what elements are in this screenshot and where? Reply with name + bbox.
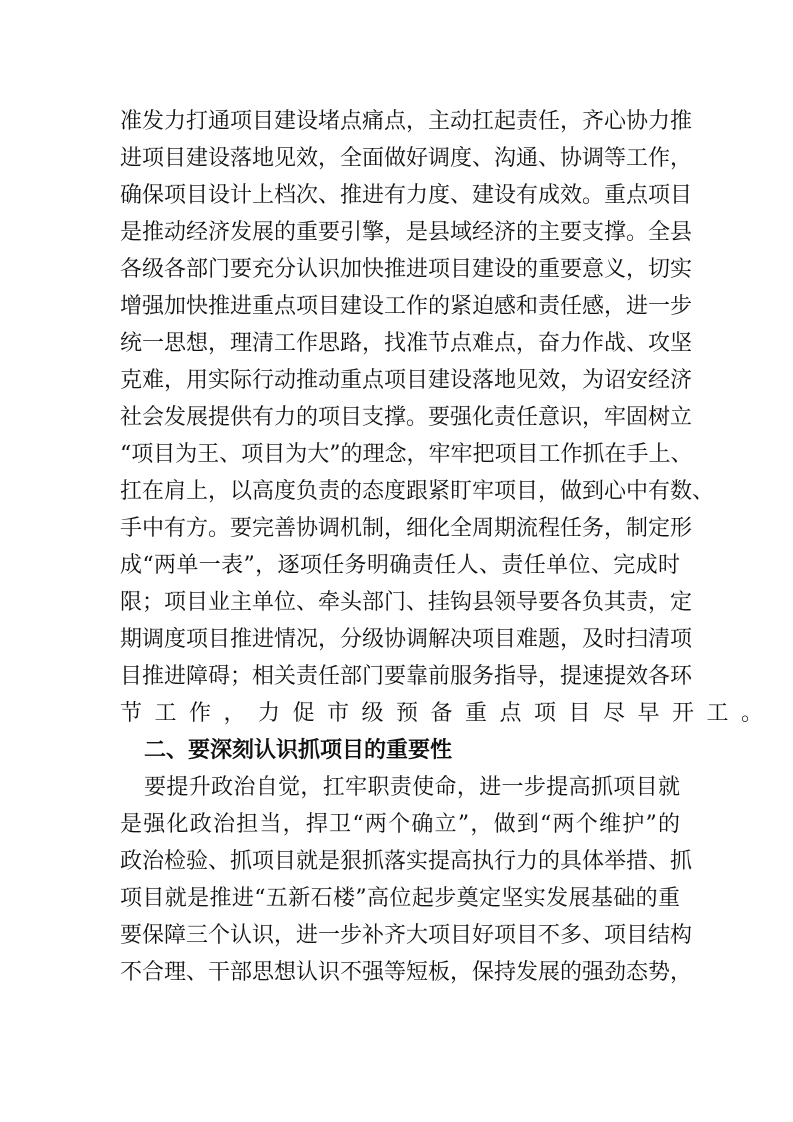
- text-line: 统一思想，理清工作思路，找准节点难点，奋力作战、攻坚: [120, 331, 693, 356]
- text-line: 期调度项目推进情况，分级协调解决项目难题，及时扫清项: [120, 627, 693, 652]
- text-line: 要提升政治自觉，扛牢职责使命，进一步提高抓项目就: [144, 775, 680, 800]
- text-line: 节工作，力促市级预备重点项目尽早开工。: [120, 701, 776, 726]
- text-line: 政治检验、抓项目就是狠抓落实提高执行力的具体举措、抓: [120, 849, 693, 874]
- text-line: 准发力打通项目建设堵点痛点，主动扛起责任，齐心协力推: [120, 109, 693, 134]
- text-line: 扛在肩上，以高度负责的态度跟紧盯牢项目，做到心中有数、: [120, 479, 715, 504]
- text-line: 项目就是推进“五新石楼”高位起步奠定坚实发展基础的重: [120, 886, 680, 911]
- text-line: 目推进障碍；相关责任部门要靠前服务指导，提速提效各环: [120, 664, 693, 689]
- text-line: 社会发展提供有力的项目支撑。要强化责任意识，牢固树立: [120, 405, 693, 430]
- paragraph-2: [120, 769, 693, 991]
- text-line: 不合理、干部思想认识不强等短板，保持发展的强劲态势，: [120, 960, 693, 985]
- text-line: “项目为王、项目为大”的理念，牢牢把项目工作抓在手上、: [120, 442, 693, 467]
- text-line: 成“两单一表”，逐项任务明确责任人、责任单位、完成时: [120, 553, 680, 578]
- paragraph-1: [120, 103, 776, 732]
- text-line: 手中有方。要完善协调机制，细化全周期流程任务，制定形: [120, 516, 693, 541]
- text-line: 要保障三个认识，进一步补齐大项目好项目不多、项目结构: [120, 923, 693, 948]
- text-line: 限；项目业主单位、牵头部门、挂钩县领导要各负其责，定: [120, 590, 693, 615]
- text-line: 进项目建设落地见效，全面做好调度、沟通、协调等工作，: [120, 146, 693, 171]
- document-page: [120, 103, 776, 991]
- text-line: 增强加快推进重点项目建设工作的紧迫感和责任感，进一步: [120, 294, 693, 319]
- section-heading: 二、要深刻认识抓项目的重要性: [144, 738, 453, 763]
- text-line: 克难，用实际行动推动重点项目建设落地见效，为诏安经济: [120, 368, 693, 393]
- text-line: 是推动经济发展的重要引擎，是县域经济的主要支撑。全县: [120, 220, 693, 245]
- text-line: 是强化政治担当，捍卫“两个确立”，做到“两个维护”的: [120, 812, 680, 837]
- text-line: 确保项目设计上档次、推进有力度、建设有成效。重点项目: [120, 183, 693, 208]
- text-line: 各级各部门要充分认识加快推进项目建设的重要意义，切实: [120, 257, 693, 282]
